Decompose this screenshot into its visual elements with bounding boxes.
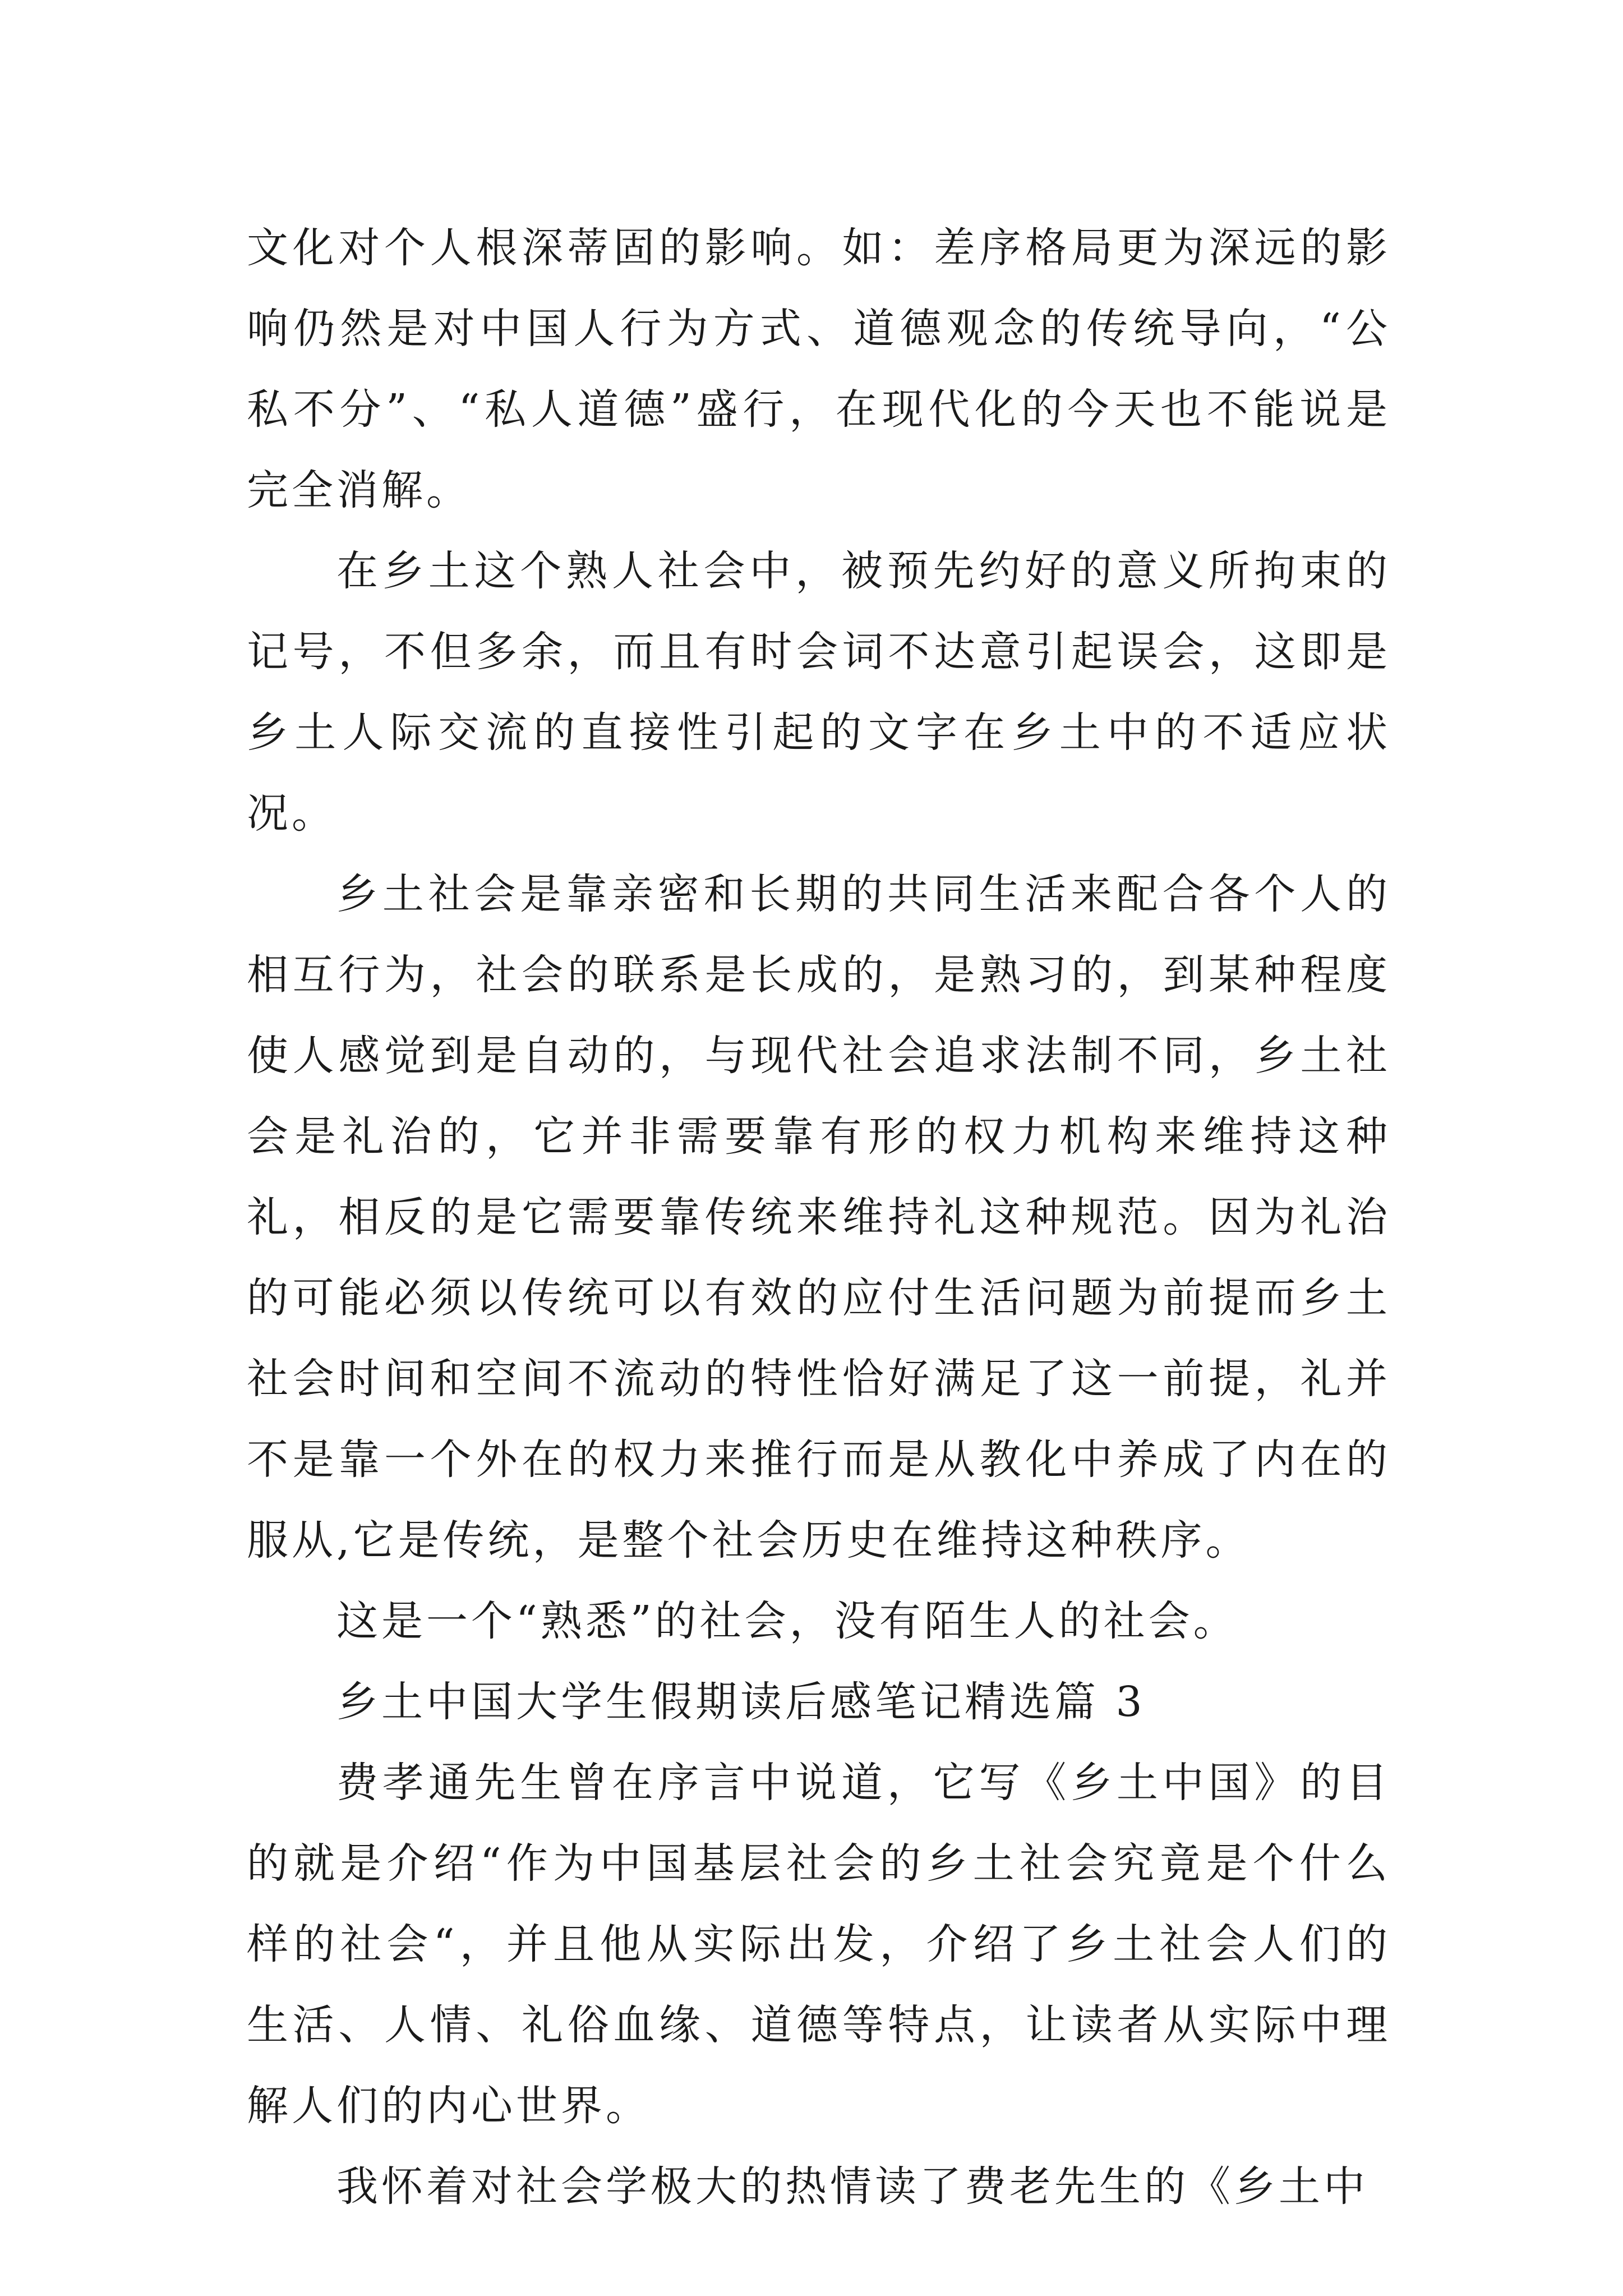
paragraph-4: 这是一个“熟悉”的社会，没有陌生人的社会。 [336, 1597, 1238, 1645]
paragraph-6: 我怀着对社会学极大的热情读了费老先生的《乡土中 [336, 2162, 1368, 2211]
paragraph-1: 文化对个人根深蒂固的影响。如：差序格局更为深远的影响仍然是对中国人行为方式、道德观念的传统导向，“公私不分”、“私人道德”盛行，在现代化的今天也不能说是完全消解。 [247, 224, 1391, 514]
paragraph-3: 乡土社会是靠亲密和长期的共同生活来配合各个人的相互行为，社会的联系是长成的，是熟习的，到某种程度使人感觉到是自动的，与现代社会追求法制不同，乡土社会是礼治的，它并非需要靠有形的权力机构来维持这种礼，相反的是它需要靠传统来维持礼这种规范。因为礼治的可能必须以传统可以有效的应付生活问题为前提而乡土社会时间和空间不流动的特性恰好满足了这一前提，礼并不是靠一个外在的权力来推行而是从教化中养成了内在的服从,它是传统，是整个社会历史在维持这种秩序。 [247, 870, 1391, 1565]
section-heading: 乡土中国大学生假期读后感笔记精选篇 3 [336, 1678, 1146, 1726]
paragraph-2: 在乡土这个熟人社会中，被预先约好的意义所拘束的记号，不但多余，而且有时会词不达意引起误会，这即是乡土人际交流的直接性引起的文字在乡土中的不适应状况。 [247, 547, 1391, 838]
document-body [247, 208, 1391, 2227]
paragraph-5: 费孝通先生曾在序言中说道，它写《乡土中国》的目的就是介绍“作为中国基层社会的乡土社会究竟是个什么样的社会“，并且他从实际出发，介绍了乡土社会人们的生活、人情、礼俗血缘、道德等特点，让读者从实际中理解人们的内心世界。 [247, 1759, 1391, 2130]
